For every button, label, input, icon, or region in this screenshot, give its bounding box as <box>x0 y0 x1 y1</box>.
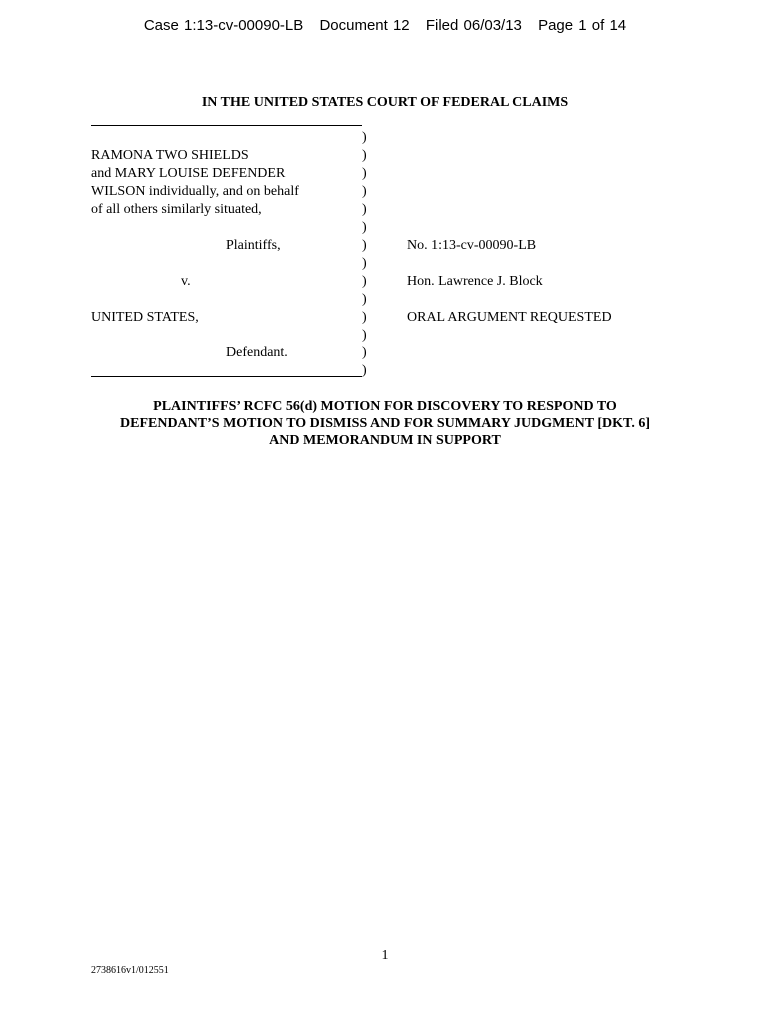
caption-paren: ) <box>362 310 367 325</box>
caption-paren: ) <box>362 148 367 163</box>
plaintiffs-label: Plaintiffs, <box>226 238 281 253</box>
oral-argument-requested: ORAL ARGUMENT REQUESTED <box>407 310 612 325</box>
document-id: 2738616v1/012551 <box>91 965 169 976</box>
caption-paren: ) <box>362 363 367 378</box>
plaintiff-line-1: RAMONA TWO SHIELDS <box>91 148 249 163</box>
caption-paren: ) <box>362 274 367 289</box>
caption-paren: ) <box>362 256 367 271</box>
caption-paren: ) <box>362 328 367 343</box>
defendant-name: UNITED STATES, <box>91 310 199 325</box>
caption-bottom-rule <box>91 376 362 377</box>
caption-paren: ) <box>362 166 367 181</box>
case-number-header: Case 1:13-cv-00090-LB <box>143 17 304 34</box>
motion-title-line-2: DEFENDANT’S MOTION TO DISMISS AND FOR SUMMARY JUDGMENT [DKT. 6] <box>120 416 650 431</box>
plaintiff-line-3: WILSON individually, and on behalf <box>91 184 299 199</box>
versus-label: v. <box>181 274 191 289</box>
defendant-label: Defendant. <box>226 345 288 360</box>
caption-paren: ) <box>362 184 367 199</box>
motion-title <box>80 398 690 449</box>
caption-paren: ) <box>362 130 367 145</box>
document-number-header: Document 12 <box>319 17 410 34</box>
caption-paren: ) <box>362 292 367 307</box>
caption-paren: ) <box>362 202 367 217</box>
caption-paren: ) <box>362 220 367 235</box>
page-number: 1 <box>381 948 389 963</box>
ecf-filing-header <box>0 17 770 34</box>
motion-title-line-1: PLAINTIFFS’ RCFC 56(d) MOTION FOR DISCOVERY TO RESPOND TO <box>153 399 617 414</box>
filed-date-header: Filed 06/03/13 <box>425 17 522 34</box>
plaintiff-line-2: and MARY LOUISE DEFENDER <box>91 166 286 181</box>
motion-title-line-3: AND MEMORANDUM IN SUPPORT <box>269 433 501 448</box>
caption-paren: ) <box>362 238 367 253</box>
plaintiff-line-4: of all others similarly situated, <box>91 202 262 217</box>
caption-top-rule <box>91 125 362 126</box>
judge-name: Hon. Lawrence J. Block <box>407 274 543 289</box>
case-number: No. 1:13-cv-00090-LB <box>407 238 537 253</box>
caption-paren: ) <box>362 345 367 360</box>
page-count-header: Page 1 of 14 <box>538 17 627 34</box>
court-title: IN THE UNITED STATES COURT OF FEDERAL CLAIMS <box>201 95 569 110</box>
